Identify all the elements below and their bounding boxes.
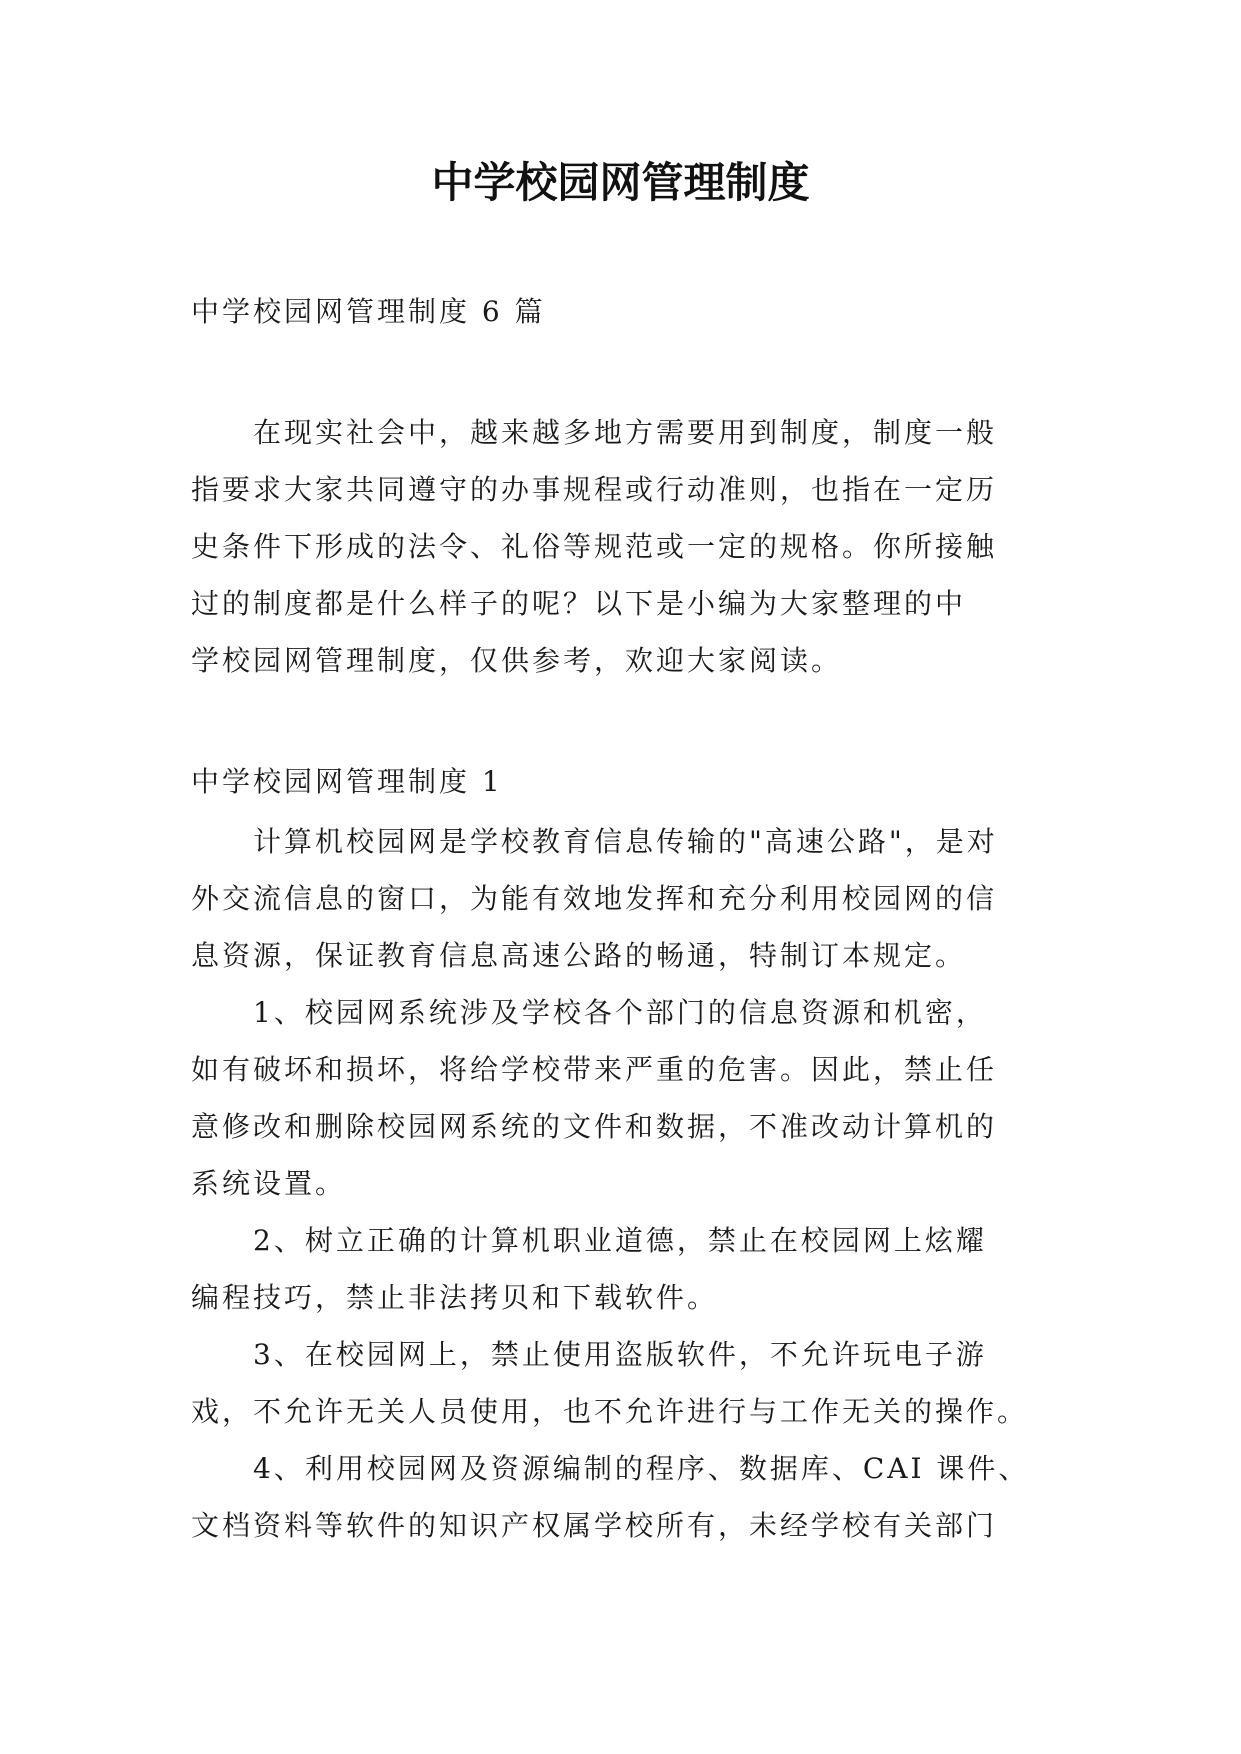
- body-paragraph: [191, 984, 1051, 1212]
- intro-line: 学校园网管理制度，仅供参考，欢迎大家阅读。: [191, 644, 843, 677]
- body-line: 文档资料等软件的知识产权属学校所有，未经学校有关部门: [191, 1509, 998, 1542]
- document-subtitle: 中学校园网管理制度 6 篇: [191, 295, 546, 328]
- body-line: 息资源，保证教育信息高速公路的畅通，特制订本规定。: [191, 939, 967, 972]
- body-line: 计算机校园网是学校教育信息传输的"高速公路"，是对: [253, 825, 998, 858]
- section-heading: 中学校园网管理制度 1: [191, 765, 503, 798]
- body-line: 4、利用校园网及资源编制的程序、数据库、CAI 课件、: [253, 1452, 1030, 1485]
- body-line: 编程技巧，禁止非法拷贝和下载软件。: [191, 1281, 719, 1314]
- body-paragraph: [191, 813, 1051, 984]
- body-line: 2、树立正确的计算机职业道德，禁止在校园网上炫耀: [253, 1224, 987, 1257]
- body-line: 意修改和删除校园网系统的文件和数据，不准改动计算机的: [191, 1110, 998, 1143]
- intro-line: 史条件下形成的法令、礼俗等规范或一定的规格。你所接触: [191, 530, 998, 563]
- section-body: [191, 813, 1051, 1554]
- body-line: 1、校园网系统涉及学校各个部门的信息资源和机密，: [253, 996, 987, 1029]
- intro-line: 指要求大家共同遵守的办事规程或行动准则，也指在一定历: [191, 473, 998, 506]
- intro-paragraph: [191, 404, 1051, 689]
- body-line: 如有破坏和损坏，将给学校带来严重的危害。因此，禁止任: [191, 1053, 998, 1086]
- intro-line: 在现实社会中，越来越多地方需要用到制度，制度一般: [253, 416, 998, 449]
- body-line: 外交流信息的窗口，为能有效地发挥和充分利用校园网的信: [191, 882, 998, 915]
- body-line: 戏，不允许无关人员使用，也不允许进行与工作无关的操作。: [191, 1395, 1029, 1428]
- body-paragraph: [191, 1440, 1051, 1554]
- body-line: 系统设置。: [191, 1167, 347, 1200]
- document-title: 中学校园网管理制度: [431, 158, 810, 207]
- body-paragraph: [191, 1326, 1051, 1440]
- body-line: 3、在校园网上，禁止使用盗版软件，不允许玩电子游: [253, 1338, 987, 1371]
- body-paragraph: [191, 1212, 1051, 1326]
- intro-line: 过的制度都是什么样子的呢？以下是小编为大家整理的中: [191, 587, 967, 620]
